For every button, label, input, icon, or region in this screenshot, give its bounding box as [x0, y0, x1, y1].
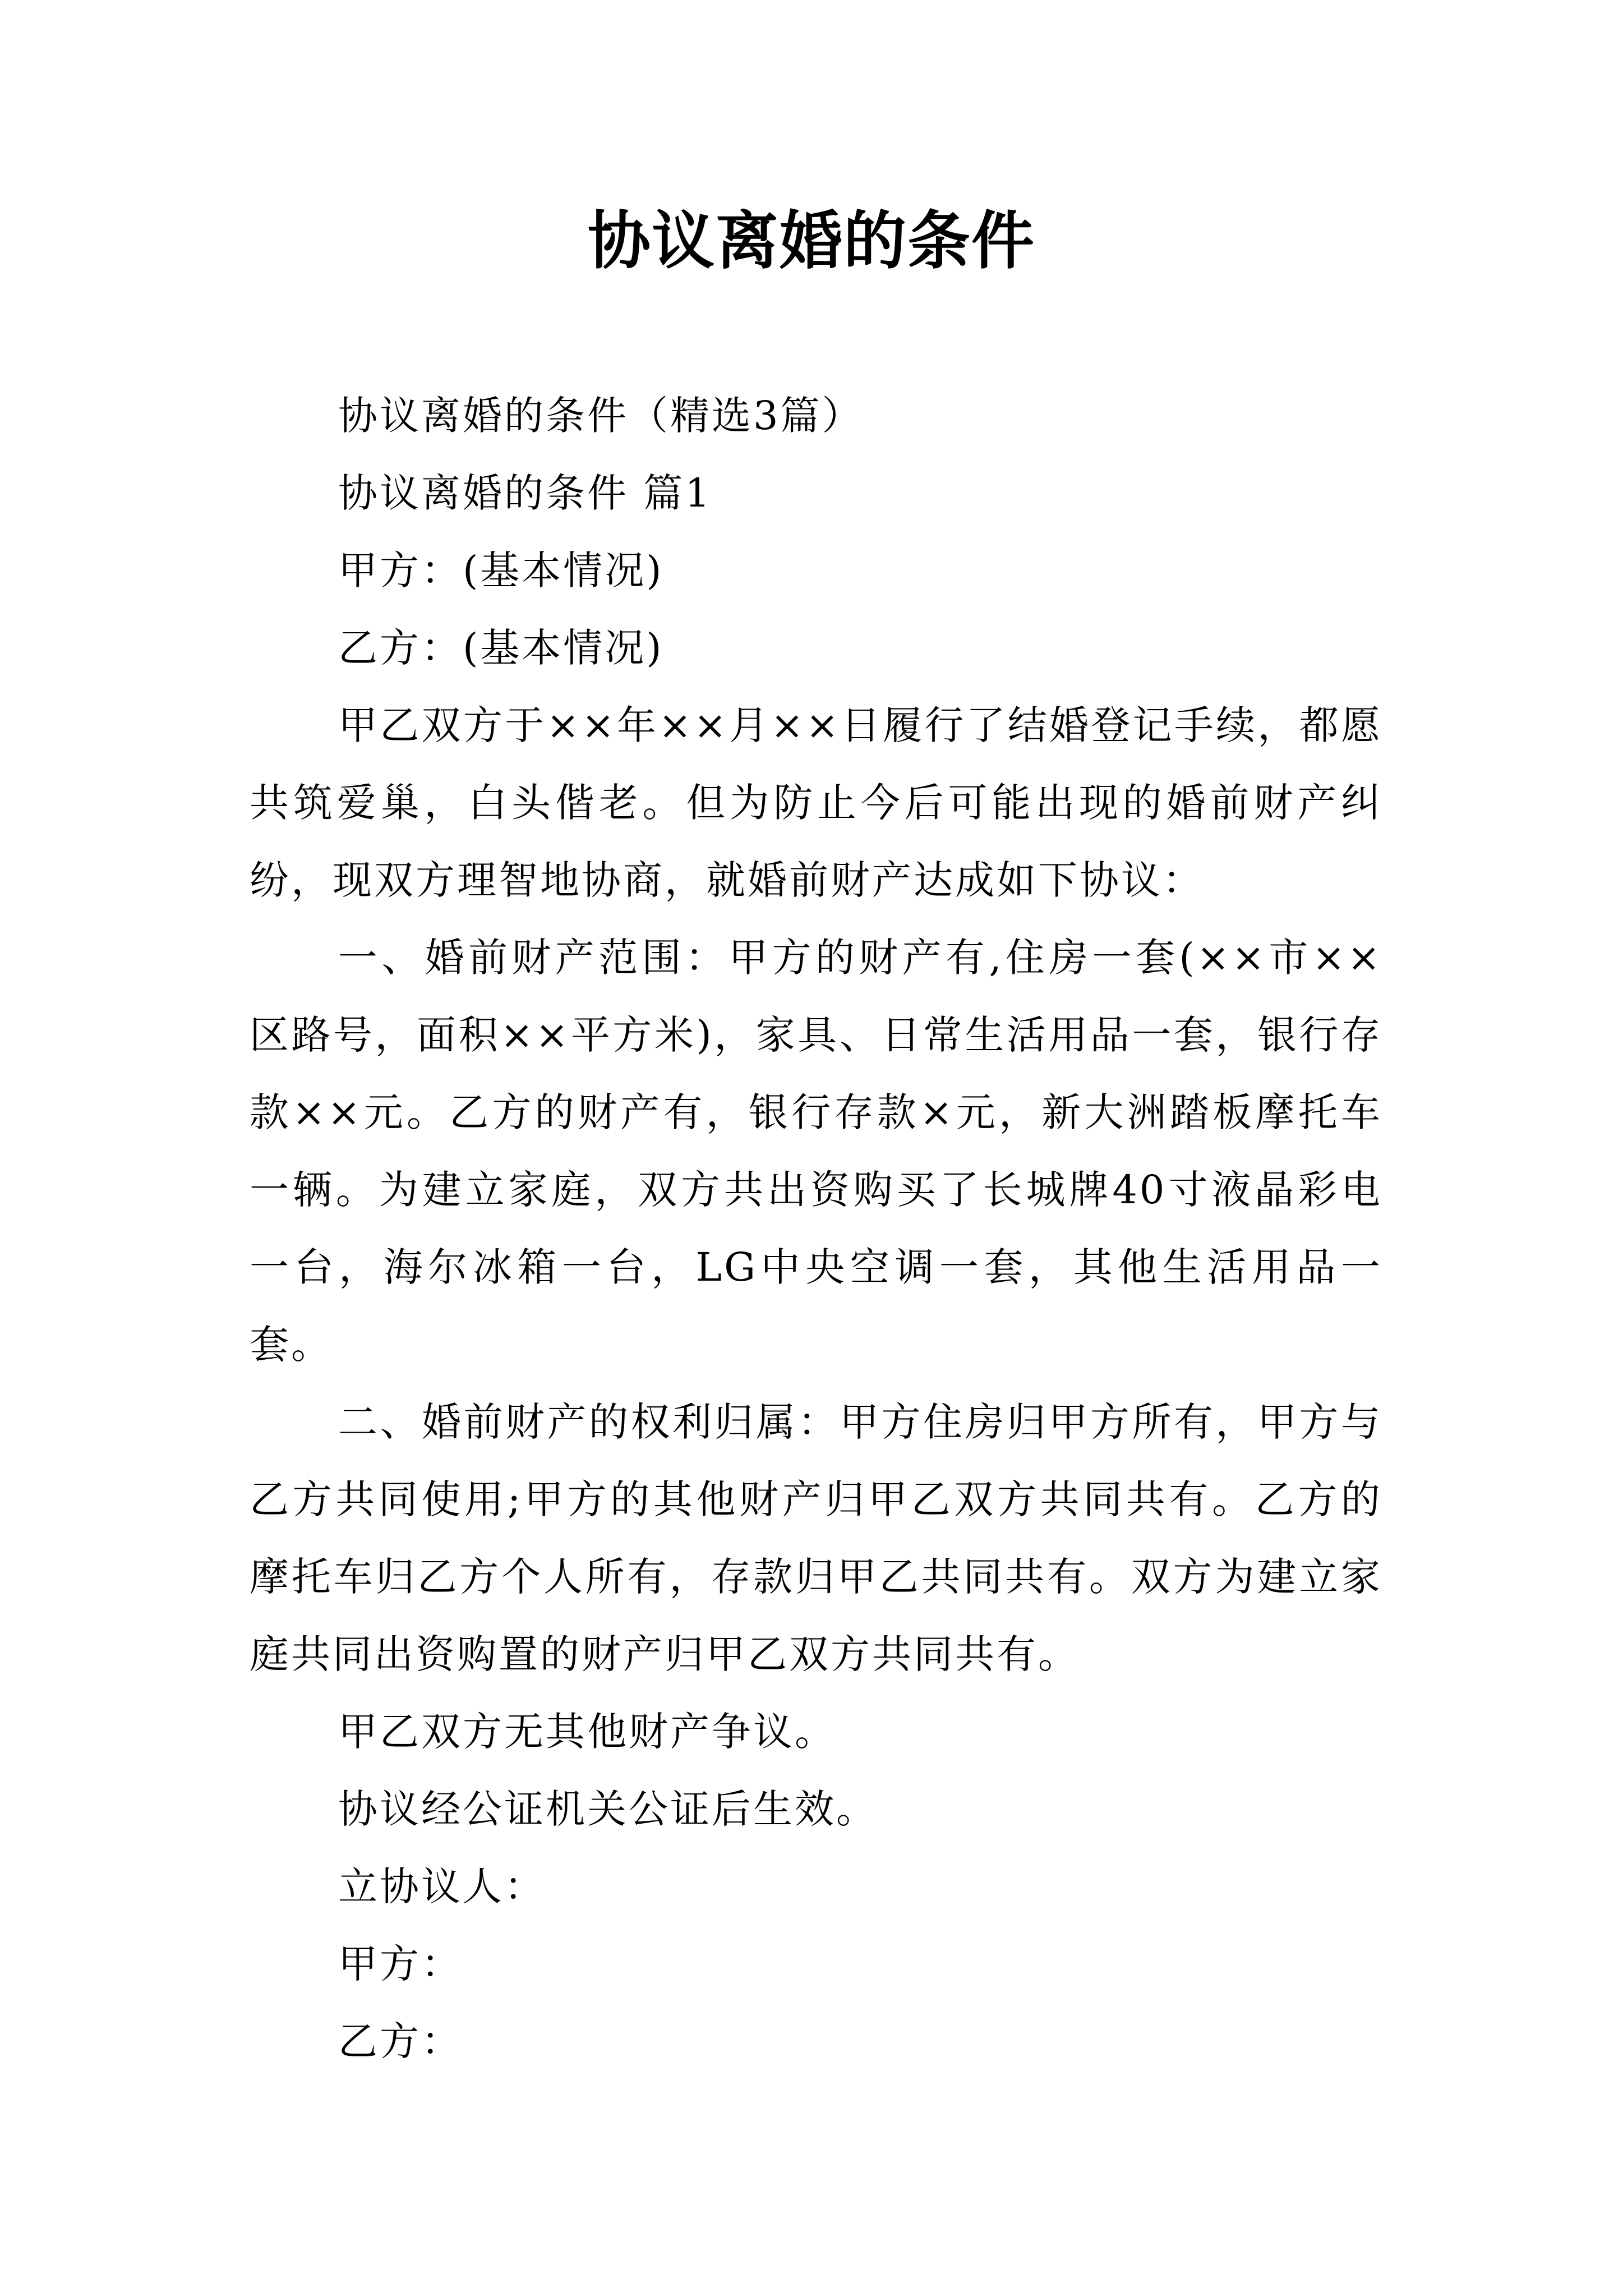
paragraph-party-a: 甲方：(基本情况)	[338, 547, 664, 593]
document-body	[250, 377, 1382, 2080]
paragraph-subtitle: 协议离婚的条件（精选3篇）	[338, 393, 864, 439]
paragraph-signatories: 立协议人：	[338, 1864, 546, 1910]
paragraph-no-dispute: 甲乙双方无其他财产争议。	[338, 1709, 836, 1755]
paragraph-clause-1: 一、婚前财产范围：甲方的财产有,住房一套(××市××区路号，面积××平方米)，家具、日常生活用品一套，银行存款××元。乙方的财产有，银行存款×元，新大洲踏板摩托车一辆。为建立家庭，双方共出资购买了长城牌40寸液晶彩电一台，海尔冰箱一台，LG中央空调一套，其他生活用品一套。	[250, 935, 1382, 1368]
paragraph-intro: 甲乙双方于××年××月××日履行了结婚登记手续，都愿共筑爱巢，白头偕老。但为防止今后可能出现的婚前财产纠纷，现双方理智地协商，就婚前财产达成如下协议：	[250, 702, 1382, 903]
paragraph-section-heading: 协议离婚的条件 篇1	[338, 470, 712, 516]
paragraph-party-b: 乙方：(基本情况)	[338, 625, 664, 671]
paragraph-effective: 协议经公证机关公证后生效。	[338, 1786, 878, 1832]
document-title: 协议离婚的条件	[588, 204, 1035, 278]
paragraph-sign-party-b: 乙方：	[338, 2018, 463, 2064]
paragraph-sign-party-a: 甲方：	[338, 1941, 463, 1987]
paragraph-clause-2: 二、婚前财产的权利归属：甲方住房归甲方所有，甲方与乙方共同使用;甲方的其他财产归甲乙双方共同共有。乙方的摩托车归乙方个人所有，存款归甲乙共同共有。双方为建立家庭共同出资购置的财产归甲乙双方共同共有。	[250, 1399, 1382, 1677]
